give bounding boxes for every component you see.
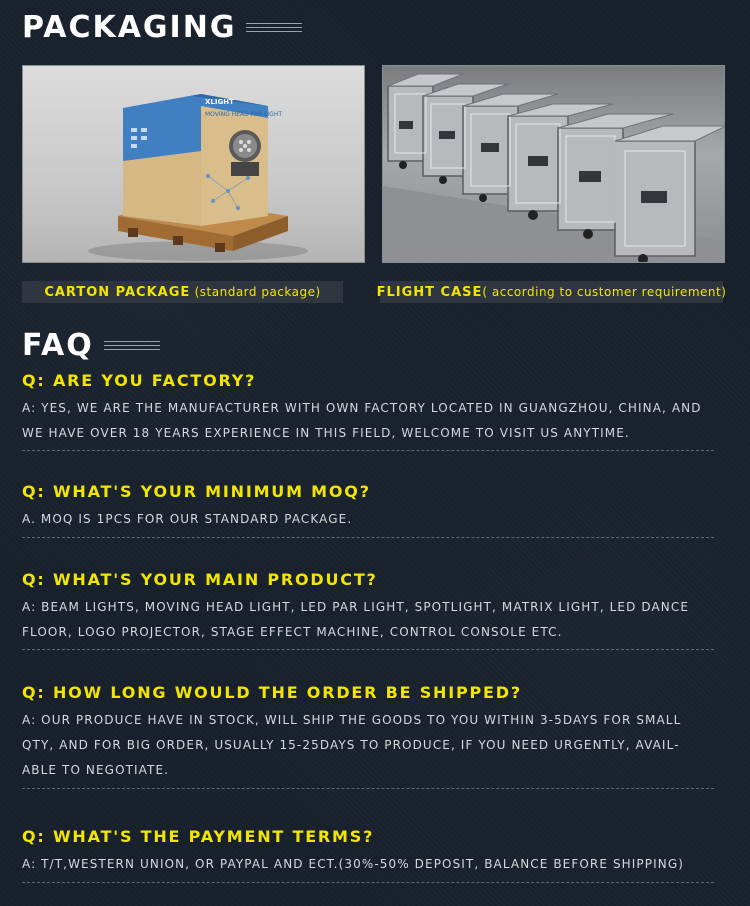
flight-cases-illustration bbox=[383, 66, 725, 263]
carton-brand-logo: XLIGHT bbox=[205, 98, 234, 106]
faq-question: Q: HOW LONG WOULD THE ORDER BE SHIPPED? bbox=[22, 683, 522, 702]
faq-item bbox=[22, 683, 714, 789]
packaging-heading-text: PACKAGING bbox=[22, 10, 237, 45]
faq-answer: A: T/T,WESTERN UNION, OR PAYPAL AND ECT.(30%-50% DEPOSIT, BALANCE BEFORE SHIPPING) bbox=[22, 857, 684, 871]
faq-heading bbox=[22, 328, 160, 363]
carton-caption-note: (standard package) bbox=[190, 285, 321, 299]
faq-item bbox=[22, 371, 714, 451]
faq-item bbox=[22, 827, 714, 883]
faq-question: Q: WHAT'S YOUR MINIMUM MOQ? bbox=[22, 482, 371, 501]
carton-caption-title: CARTON PACKAGE bbox=[44, 284, 191, 300]
packaging-heading bbox=[22, 10, 302, 45]
case-caption-title: FLIGHT CASE bbox=[376, 284, 483, 300]
faq-question: Q: WHAT'S THE PAYMENT TERMS? bbox=[22, 827, 375, 846]
faq-heading-text: FAQ bbox=[22, 328, 94, 363]
faq-item bbox=[22, 482, 714, 538]
faq-answer: A: YES, WE ARE THE MANUFACTURER WITH OWN FACTORY LOCATED IN GUANGZHOU, CHINA, AND WE HAVE OVER 18 YEARS EXPERIENCE IN THIS FIELD, WELCOME TO VISIT US ANYTIME. bbox=[22, 401, 702, 440]
faq-answer: A: OUR PRODUCE HAVE IN STOCK, WILL SHIP THE GOODS TO YOU WITHIN 3-5DAYS FOR SMALL QTY, AND FOR BIG ORDER, USUALLY 15-25DAYS TO PRODUCE, IF YOU NEED URGENTLY, AVAIL-ABLE TO NEGOTIATE. bbox=[22, 713, 682, 777]
carton-box-illustration bbox=[23, 66, 365, 263]
flight-case-caption bbox=[376, 281, 727, 303]
carton-package-photo bbox=[22, 65, 365, 263]
flight-case-photo bbox=[382, 65, 725, 263]
faq-answer: A. MOQ IS 1PCS FOR OUR STANDARD PACKAGE. bbox=[22, 512, 353, 526]
carton-box-label: MOVING HEAD PAR LIGHT bbox=[205, 111, 283, 118]
carton-package-caption bbox=[22, 281, 343, 303]
faq-answer: A: BEAM LIGHTS, MOVING HEAD LIGHT, LED PAR LIGHT, SPOTLIGHT, MATRIX LIGHT, LED DANCE FLOOR, LOGO PROJECTOR, STAGE EFFECT MACHINE, CONTROL CONSOLE ETC. bbox=[22, 600, 690, 639]
heading-decoration-lines bbox=[104, 341, 160, 350]
faq-question: Q: WHAT'S YOUR MAIN PRODUCT? bbox=[22, 570, 378, 589]
faq-item bbox=[22, 570, 714, 650]
faq-question: Q: ARE YOU FACTORY? bbox=[22, 371, 257, 390]
heading-decoration-lines bbox=[246, 23, 302, 32]
case-caption-note: ( according to customer requirement) bbox=[482, 285, 727, 299]
